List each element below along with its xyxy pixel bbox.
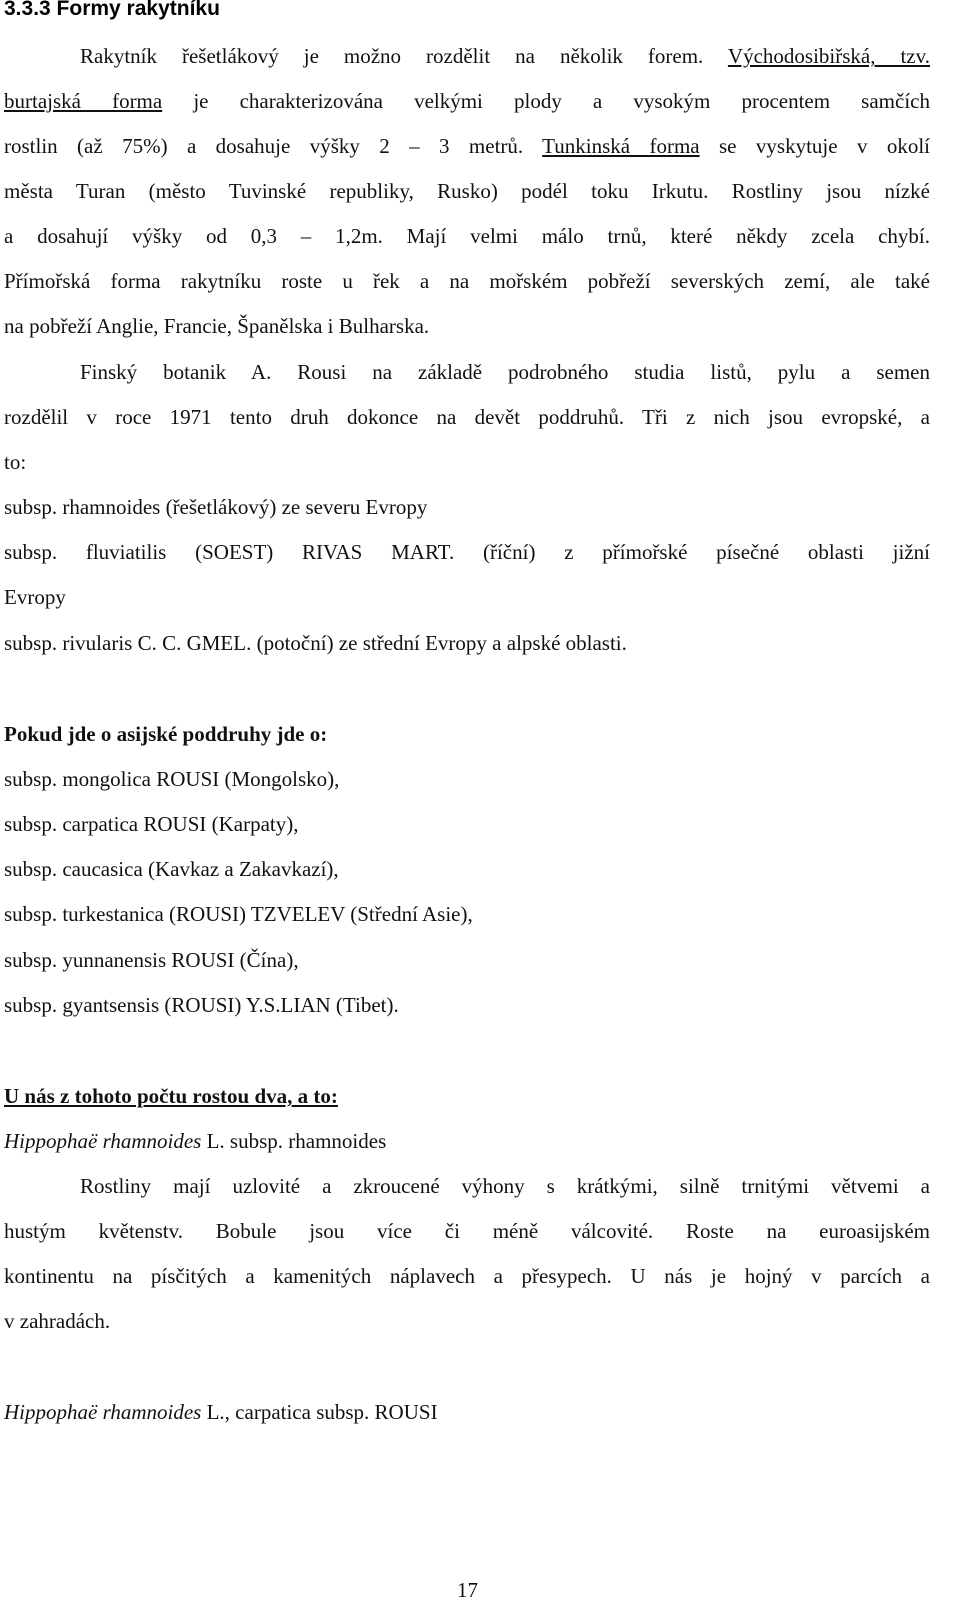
para1-line1 [80, 41, 930, 71]
asian-subsp-2: subsp. carpatica ROUSI (Karpaty), [4, 812, 299, 836]
burtaj-form-label: burtajská forma [4, 89, 163, 113]
para1-line3-text: rostlin (až 75%) a dosahuje výšky 2 – 3 metrů. [4, 134, 543, 158]
para1-line3 [4, 131, 930, 161]
para1-line5: a dosahují výšky od 0,3 – 1,2m. Mají velmi málo trnů, které někdy zcela chybí. [4, 224, 930, 248]
taxon-2-genus-species: Hippophaë rhamnoides [4, 1400, 202, 1424]
para2-line1: Finský botanik A. Rousi na základě podrobného studia listů, pylu a semen [80, 360, 930, 384]
page-number: 17 [457, 1578, 478, 1602]
para1-line2 [4, 86, 930, 116]
european-subsp-1: subsp. rhamnoides (řešetlákový) ze severu Evropy [4, 495, 428, 519]
para1-line4: města Turan (město Tuvinské republiky, Rusko) podél toku Irkutu. Rostliny jsou nízké [4, 179, 930, 203]
taxon-1 [4, 1126, 930, 1156]
asian-subsp-3: subsp. caucasica (Kavkaz a Zakavkazí), [4, 857, 339, 881]
para1-line1-text: Rakytník řešetlákový je možno rozdělit na několik forem. [80, 44, 728, 68]
taxon-1-rest: L. subsp. rhamnoides [201, 1129, 387, 1153]
para2-line3: to: [4, 450, 27, 474]
taxon-2 [4, 1397, 930, 1427]
para1-line3-text-end: se vyskytuje v okolí [699, 134, 930, 158]
local-heading: U nás z tohoto počtu rostou dva, a to: [4, 1084, 338, 1108]
para1-line6: Přímořská forma rakytníku roste u řek a na mořském pobřeží severských zemí, ale také [4, 269, 930, 293]
asian-subsp-4: subsp. turkestanica (ROUSI) TZVELEV (Střední Asie), [4, 902, 473, 926]
asian-subsp-6: subsp. gyantsensis (ROUSI) Y.S.LIAN (Tibet). [4, 993, 399, 1017]
section-heading: 3.3.3 Formy rakytníku [4, 0, 220, 20]
para3-line4: v zahradách. [4, 1309, 111, 1333]
east-siberian-link: Východosibiřská, tzv. [727, 44, 930, 68]
para3-line2: hustým květenstv. Bobule jsou více či méně válcovité. Roste na euroasijském [4, 1219, 930, 1243]
taxon-1-genus-species: Hippophaë rhamnoides [4, 1129, 202, 1153]
para3-line3: kontinentu na písčitých a kamenitých náplavech a přesypech. U nás je hojný v parcích a [4, 1264, 930, 1288]
asian-subsp-5: subsp. yunnanensis ROUSI (Čína), [4, 948, 299, 972]
para3-line1: Rostliny mají uzlovité a zkroucené výhony s krátkými, silně trnitými větvemi a [80, 1174, 930, 1198]
european-subsp-3: subsp. rivularis C. C. GMEL. (potoční) ze střední Evropy a alpské oblasti. [4, 631, 627, 655]
taxon-2-rest: L., carpatica subsp. ROUSI [201, 1400, 438, 1424]
european-subsp-2-line1: subsp. fluviatilis (SOEST) RIVAS MART. (říční) z přímořské písečné oblasti jižní [4, 540, 930, 564]
asian-heading: Pokud jde o asijské poddruhy jde o: [4, 722, 328, 746]
para2-line2: rozdělil v roce 1971 tento druh dokonce na devět poddruhů. Tři z nich jsou evropské, a [4, 405, 930, 429]
tunkin-form-label: Tunkinská forma [542, 134, 700, 158]
asian-subsp-1: subsp. mongolica ROUSI (Mongolsko), [4, 767, 340, 791]
para1-line2-text: je charakterizována velkými plody a vysokým procentem samčích [162, 89, 930, 113]
para1-line7: na pobřeží Anglie, Francie, Španělska i Bulharska. [4, 314, 430, 338]
european-subsp-2-line2: Evropy [4, 585, 66, 609]
